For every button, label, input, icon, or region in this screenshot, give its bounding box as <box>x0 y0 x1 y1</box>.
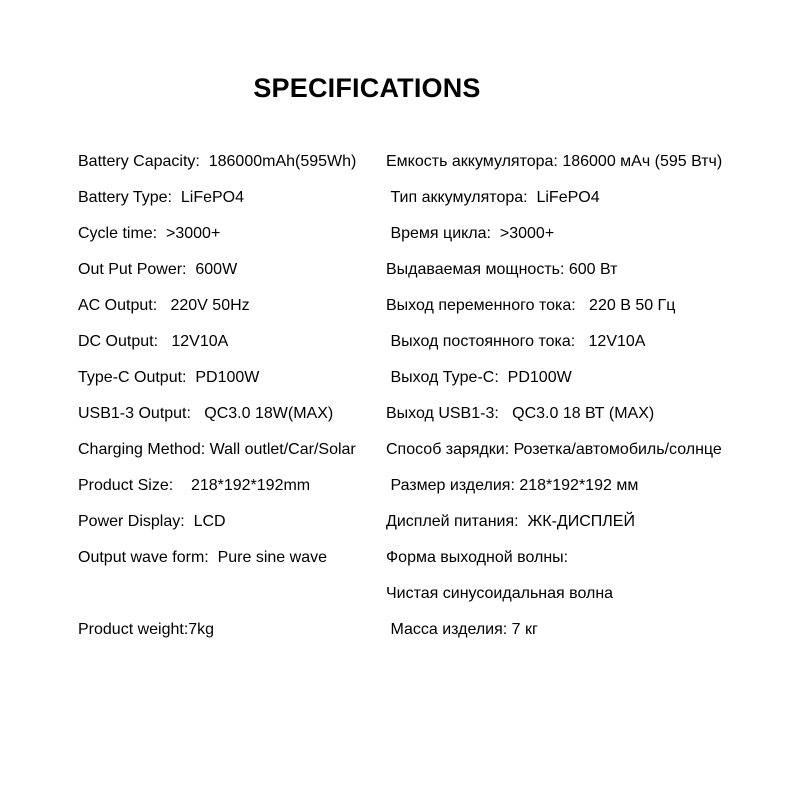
spec-blank-line-en <box>78 576 384 612</box>
spec-usb-output-ru: Выход USB1-3: QC3.0 18 ВТ (MAX) <box>386 405 655 422</box>
spec-product-weight-en: Product weight:7kg <box>78 621 215 638</box>
spec-product-size-ru: Размер изделия: 218*192*192 мм <box>386 477 639 494</box>
english-spec-column <box>78 144 384 648</box>
russian-spec-column <box>386 144 796 648</box>
spec-charging-method-en: Charging Method: Wall outlet/Car/Solar <box>78 441 356 458</box>
page-title: SPECIFICATIONS <box>253 73 481 103</box>
spec-wave-form-en: Output wave form: Pure sine wave <box>78 549 327 566</box>
spec-wave-form-value-ru: Чистая синусоидальная волна <box>386 585 614 602</box>
spec-power-display-en: Power Display: LCD <box>78 513 226 530</box>
spec-charging-method-ru: Способ зарядки: Розетка/автомобиль/солнце <box>386 441 722 458</box>
spec-battery-capacity-en: Battery Capacity: 186000mAh(595Wh) <box>78 153 357 170</box>
spec-usb-output-en: USB1-3 Output: QC3.0 18W(MAX) <box>78 405 334 422</box>
spec-cycle-time-ru: Время цикла: >3000+ <box>386 225 555 242</box>
spec-power-display-ru: Дисплей питания: ЖК-ДИСПЛЕЙ <box>386 513 635 530</box>
spec-dc-output-ru: Выход постоянного тока: 12V10A <box>386 333 646 350</box>
spec-wave-form-ru: Форма выходной волны: <box>386 549 569 566</box>
spec-ac-output-ru: Выход переменного тока: 220 В 50 Гц <box>386 297 676 314</box>
spec-battery-type-en: Battery Type: LiFePO4 <box>78 189 245 206</box>
spec-battery-type-ru: Тип аккумулятора: LiFePO4 <box>386 189 600 206</box>
spec-output-power-en: Out Put Power: 600W <box>78 261 238 278</box>
spec-dc-output-en: DC Output: 12V10A <box>78 333 229 350</box>
spec-product-weight-ru: Масса изделия: 7 кг <box>386 621 538 638</box>
spec-battery-capacity-ru: Емкость аккумулятора: 186000 мАч (595 Втч) <box>386 153 723 170</box>
spec-type-c-output-ru: Выход Type-C: PD100W <box>386 369 572 386</box>
spec-type-c-output-en: Type-C Output: PD100W <box>78 369 260 386</box>
spec-product-size-en: Product Size: 218*192*192mm <box>78 477 311 494</box>
spec-ac-output-en: AC Output: 220V 50Hz <box>78 297 250 314</box>
spec-output-power-ru: Выдаваемая мощность: 600 Вт <box>386 261 618 278</box>
spec-cycle-time-en: Cycle time: >3000+ <box>78 225 221 242</box>
